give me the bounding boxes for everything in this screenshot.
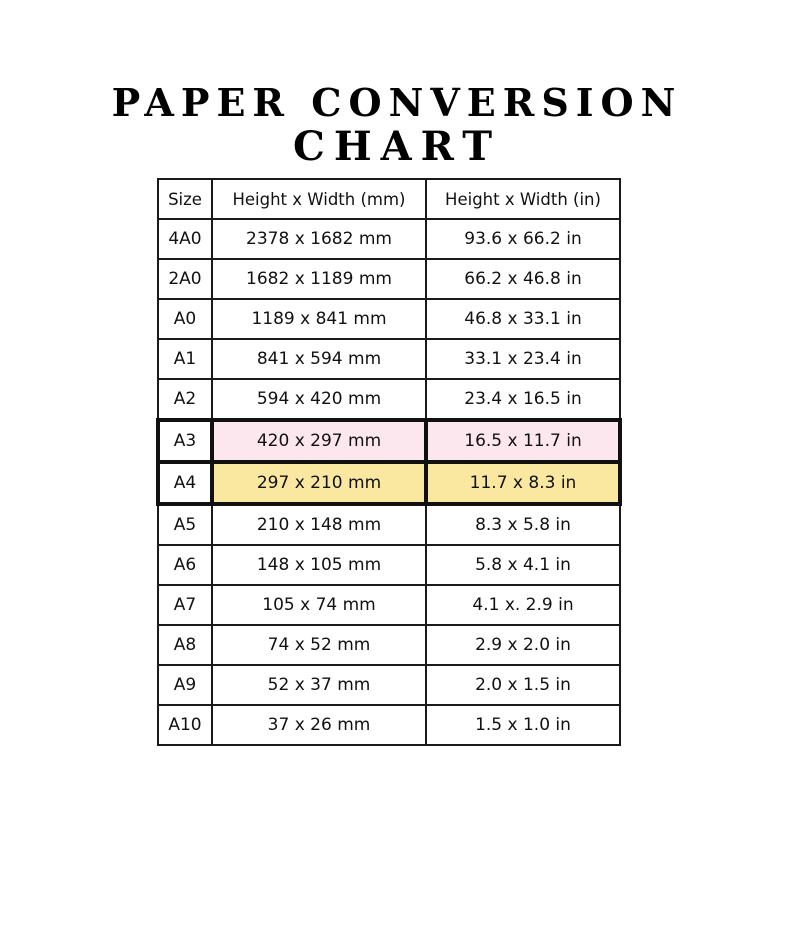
cell-in: 5.8 x 4.1 in — [426, 545, 620, 585]
cell-in: 2.9 x 2.0 in — [426, 625, 620, 665]
cell-size: 2A0 — [158, 259, 212, 299]
table-header-row — [158, 179, 620, 219]
cell-mm: 1682 x 1189 mm — [212, 259, 426, 299]
cell-mm: 105 x 74 mm — [212, 585, 426, 625]
cell-size: A4 — [158, 462, 212, 504]
table-row — [158, 299, 620, 339]
cell-size: A0 — [158, 299, 212, 339]
table-row — [158, 379, 620, 420]
header-in: Height x Width (in) — [426, 179, 620, 219]
cell-mm: 841 x 594 mm — [212, 339, 426, 379]
cell-mm: 1189 x 841 mm — [212, 299, 426, 339]
table-row — [158, 420, 620, 462]
cell-size: A3 — [158, 420, 212, 462]
cell-in: 93.6 x 66.2 in — [426, 219, 620, 259]
header-size: Size — [158, 179, 212, 219]
cell-in: 16.5 x 11.7 in — [426, 420, 620, 462]
cell-mm: 420 x 297 mm — [212, 420, 426, 462]
cell-mm: 594 x 420 mm — [212, 379, 426, 420]
table-body — [158, 219, 620, 745]
cell-size: A9 — [158, 665, 212, 705]
table-row — [158, 462, 620, 504]
cell-mm: 52 x 37 mm — [212, 665, 426, 705]
cell-mm: 297 x 210 mm — [212, 462, 426, 504]
cell-size: 4A0 — [158, 219, 212, 259]
table-row — [158, 625, 620, 665]
cell-in: 4.1 x. 2.9 in — [426, 585, 620, 625]
cell-size: A10 — [158, 705, 212, 745]
table-row — [158, 339, 620, 379]
cell-size: A2 — [158, 379, 212, 420]
cell-in: 2.0 x 1.5 in — [426, 665, 620, 705]
cell-mm: 37 x 26 mm — [212, 705, 426, 745]
table-row — [158, 665, 620, 705]
table-row — [158, 259, 620, 299]
table-row — [158, 585, 620, 625]
cell-in: 8.3 x 5.8 in — [426, 504, 620, 545]
cell-in: 1.5 x 1.0 in — [426, 705, 620, 745]
cell-size: A7 — [158, 585, 212, 625]
cell-in: 66.2 x 46.8 in — [426, 259, 620, 299]
header-mm: Height x Width (mm) — [212, 179, 426, 219]
paper-conversion-table — [156, 178, 622, 746]
cell-in: 46.8 x 33.1 in — [426, 299, 620, 339]
table-row — [158, 545, 620, 585]
cell-mm: 2378 x 1682 mm — [212, 219, 426, 259]
cell-size: A5 — [158, 504, 212, 545]
cell-size: A1 — [158, 339, 212, 379]
table-row — [158, 504, 620, 545]
cell-mm: 148 x 105 mm — [212, 545, 426, 585]
cell-in: 33.1 x 23.4 in — [426, 339, 620, 379]
page-title-line-1: PAPER CONVERSION — [111, 80, 683, 125]
cell-mm: 74 x 52 mm — [212, 625, 426, 665]
table-row — [158, 705, 620, 745]
cell-size: A8 — [158, 625, 212, 665]
page-title-line-2: CHART — [293, 123, 501, 170]
cell-mm: 210 x 148 mm — [212, 504, 426, 545]
table-row — [158, 219, 620, 259]
cell-size: A6 — [158, 545, 212, 585]
cell-in: 11.7 x 8.3 in — [426, 462, 620, 504]
cell-in: 23.4 x 16.5 in — [426, 379, 620, 420]
